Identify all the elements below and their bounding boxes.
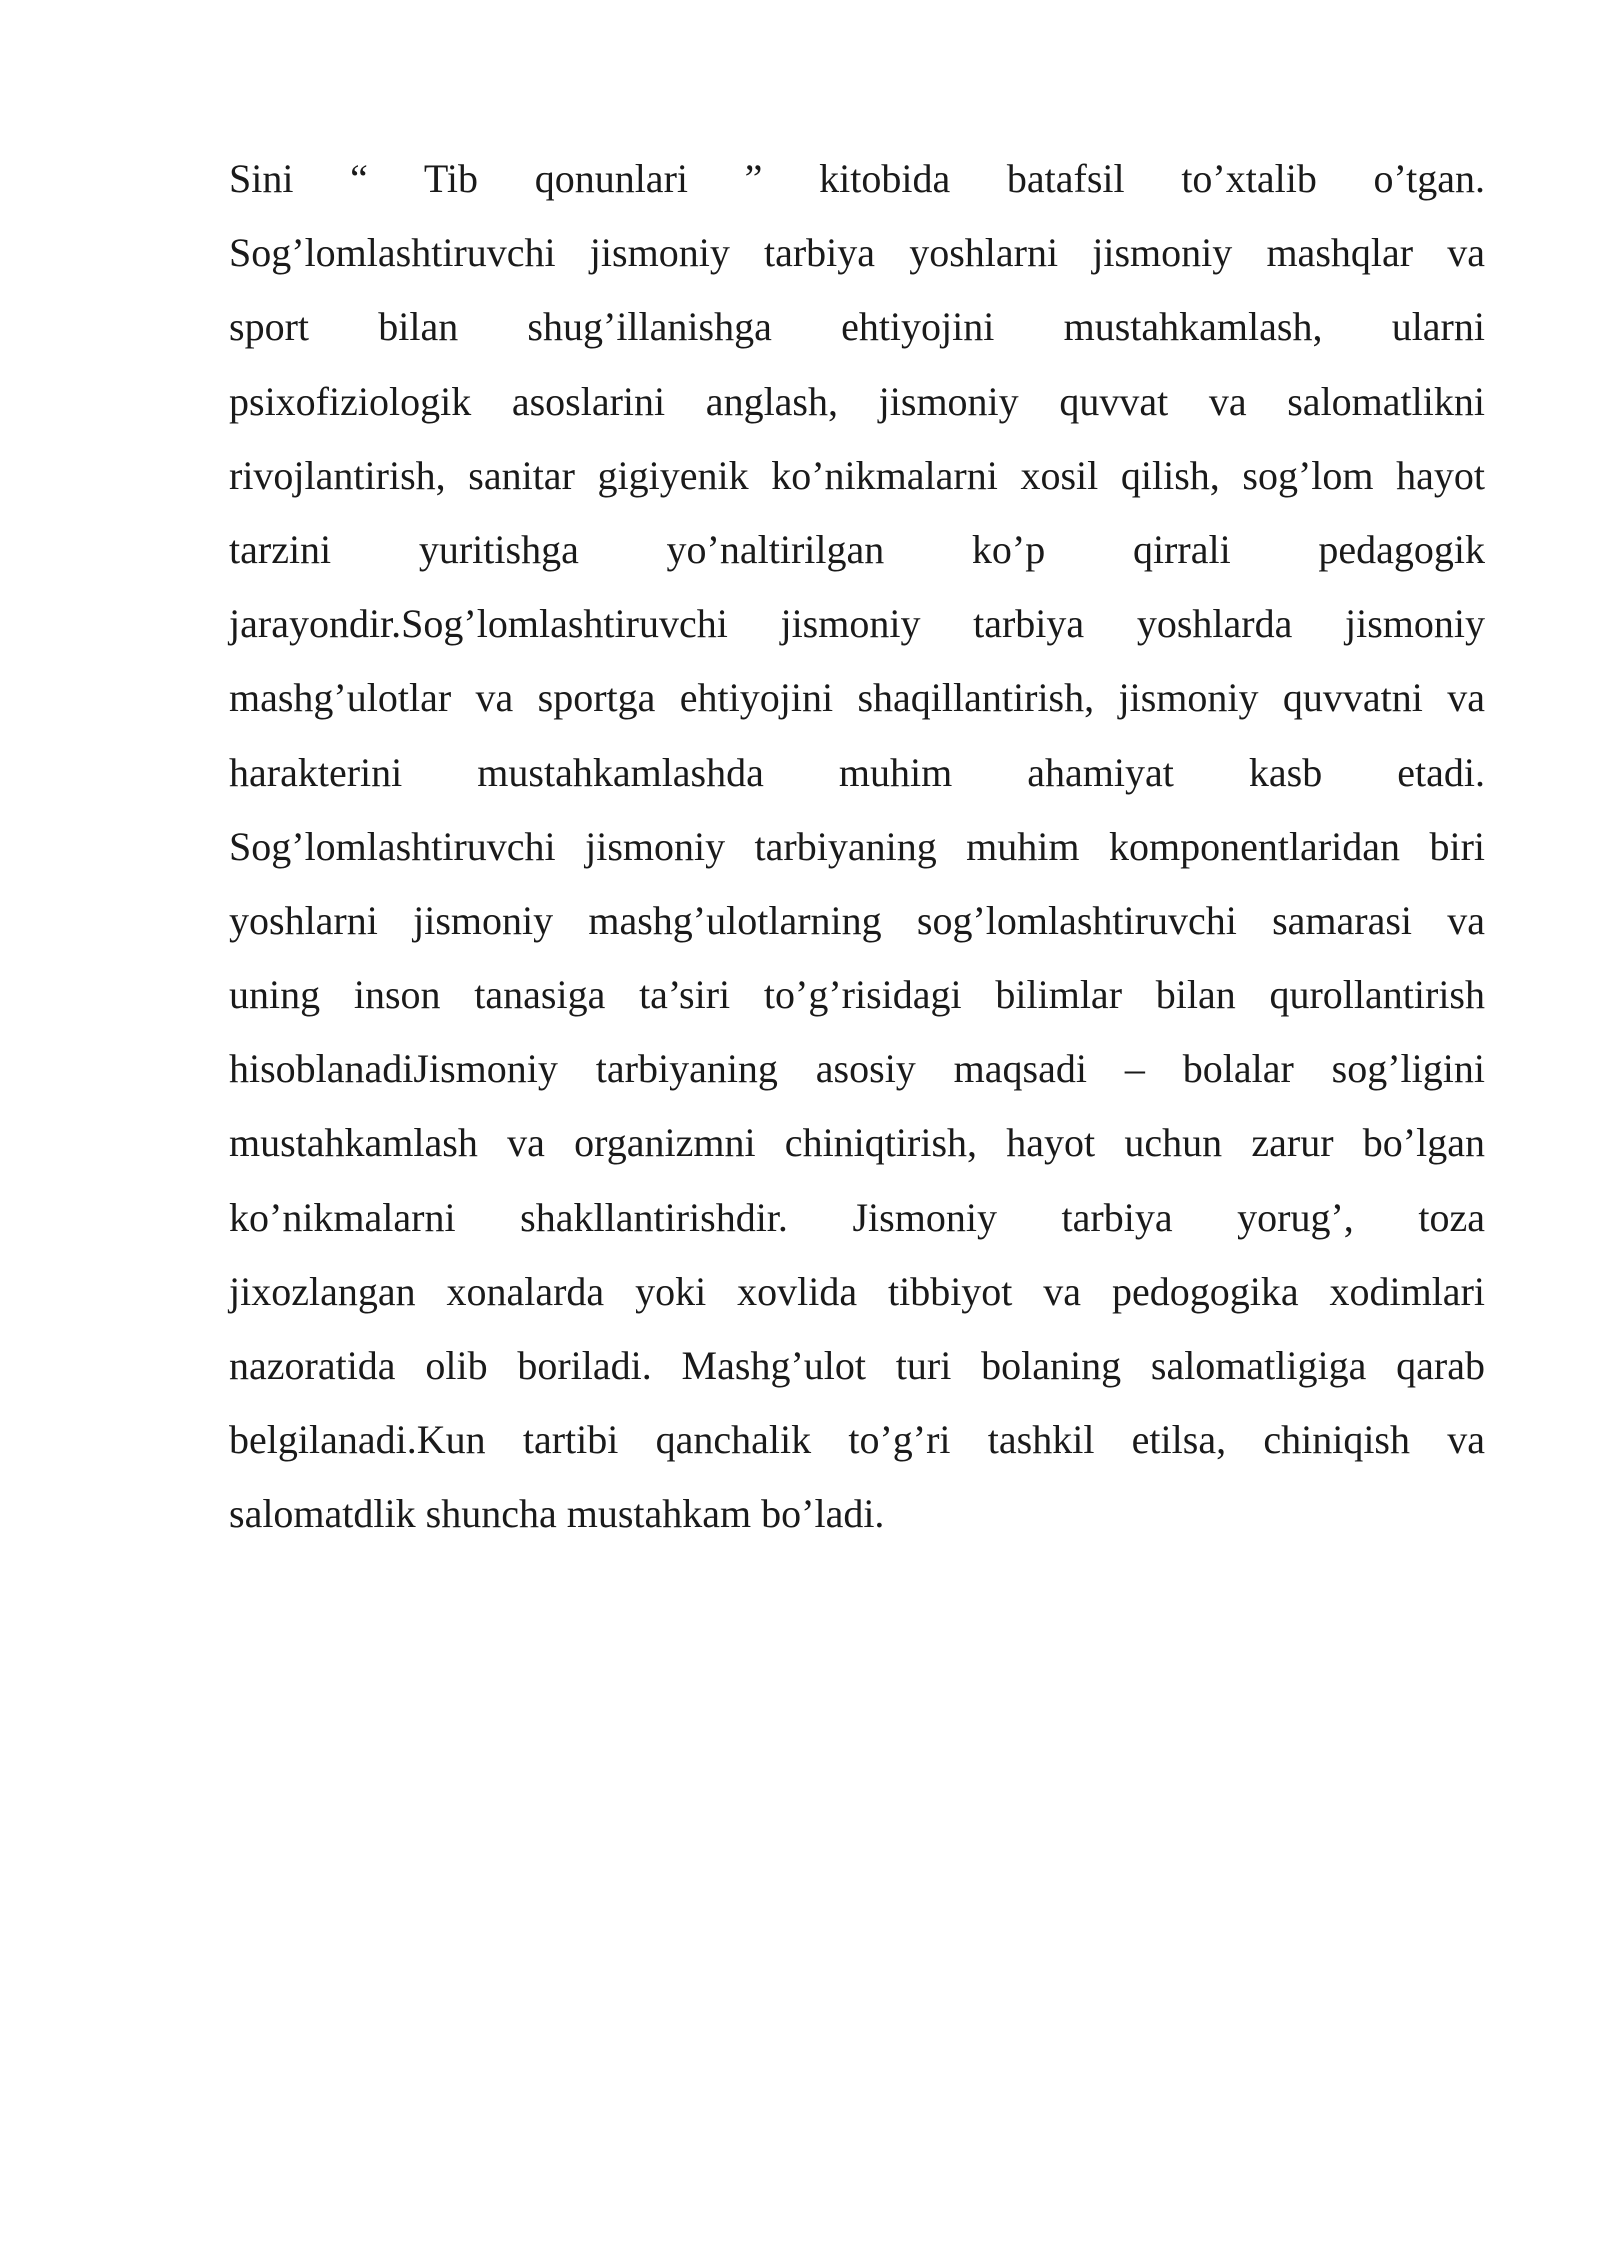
text-line: nazoratida olib boriladi. Mashg’ulot turi bolaning salomatligiga qarab xyxy=(229,1343,1485,1388)
text-line: belgilanadi.Kun tartibi qanchalik to’g’ri tashkil etilsa, chiniqish va xyxy=(229,1417,1485,1463)
text-line: yoshlarni jismoniy mashg’ulotlarning sog’lomlashtiruvchi samarasi va xyxy=(229,897,1485,943)
body-paragraph xyxy=(229,142,1485,1552)
text-line: harakterini mustahkamlashda muhim ahamiyat kasb etadi. xyxy=(229,749,1485,795)
text-line: mashg’ulotlar va sportga ehtiyojini shaqillantirish, jismoniy quvvatni va xyxy=(229,675,1485,721)
text-line: salomatdlik shuncha mustahkam bo’ladi. xyxy=(229,1491,885,1537)
text-line: jixozlangan xonalarda yoki xovlida tibbiyot va pedogogika xodimlari xyxy=(229,1268,1485,1314)
text-line: ko’nikmalarni shakllantirishdir. Jismoniy tarbiya yorug’, toza xyxy=(229,1194,1485,1240)
text-line: mustahkamlash va organizmni chiniqtirish, hayot uchun zarur bo’lgan xyxy=(229,1120,1485,1166)
text-line: Sog’lomlashtiruvchi jismoniy tarbiya yoshlarni jismoniy mashqlar va xyxy=(229,230,1485,276)
text-line: Sini “ Tib qonunlari ” kitobida batafsil to’xtalib o’tgan. xyxy=(229,156,1485,201)
text-line: Sog’lomlashtiruvchi jismoniy tarbiyaning muhim komponentlaridan biri xyxy=(229,823,1485,869)
text-line: tarzini yuritishga yo’naltirilgan ko’p qirrali pedagogik xyxy=(229,526,1485,572)
text-line: jarayondir.Sog’lomlashtiruvchi jismoniy tarbiya yoshlarda jismoniy xyxy=(229,601,1485,647)
text-line: hisoblanadiJismoniy tarbiyaning asosiy maqsadi – bolalar sog’ligini xyxy=(229,1046,1485,1092)
text-line: uning inson tanasiga ta’siri to’g’risidagi bilimlar bilan qurollantirish xyxy=(229,972,1485,1018)
text-line: rivojlantirish, sanitar gigiyenik ko’nikmalarni xosil qilish, sog’lom hayot xyxy=(229,452,1485,498)
text-line: sport bilan shug’illanishga ehtiyojini mustahkamlash, ularni xyxy=(229,304,1485,350)
text-line: psixofiziologik asoslarini anglash, jismoniy quvvat va salomatlikni xyxy=(229,378,1485,424)
